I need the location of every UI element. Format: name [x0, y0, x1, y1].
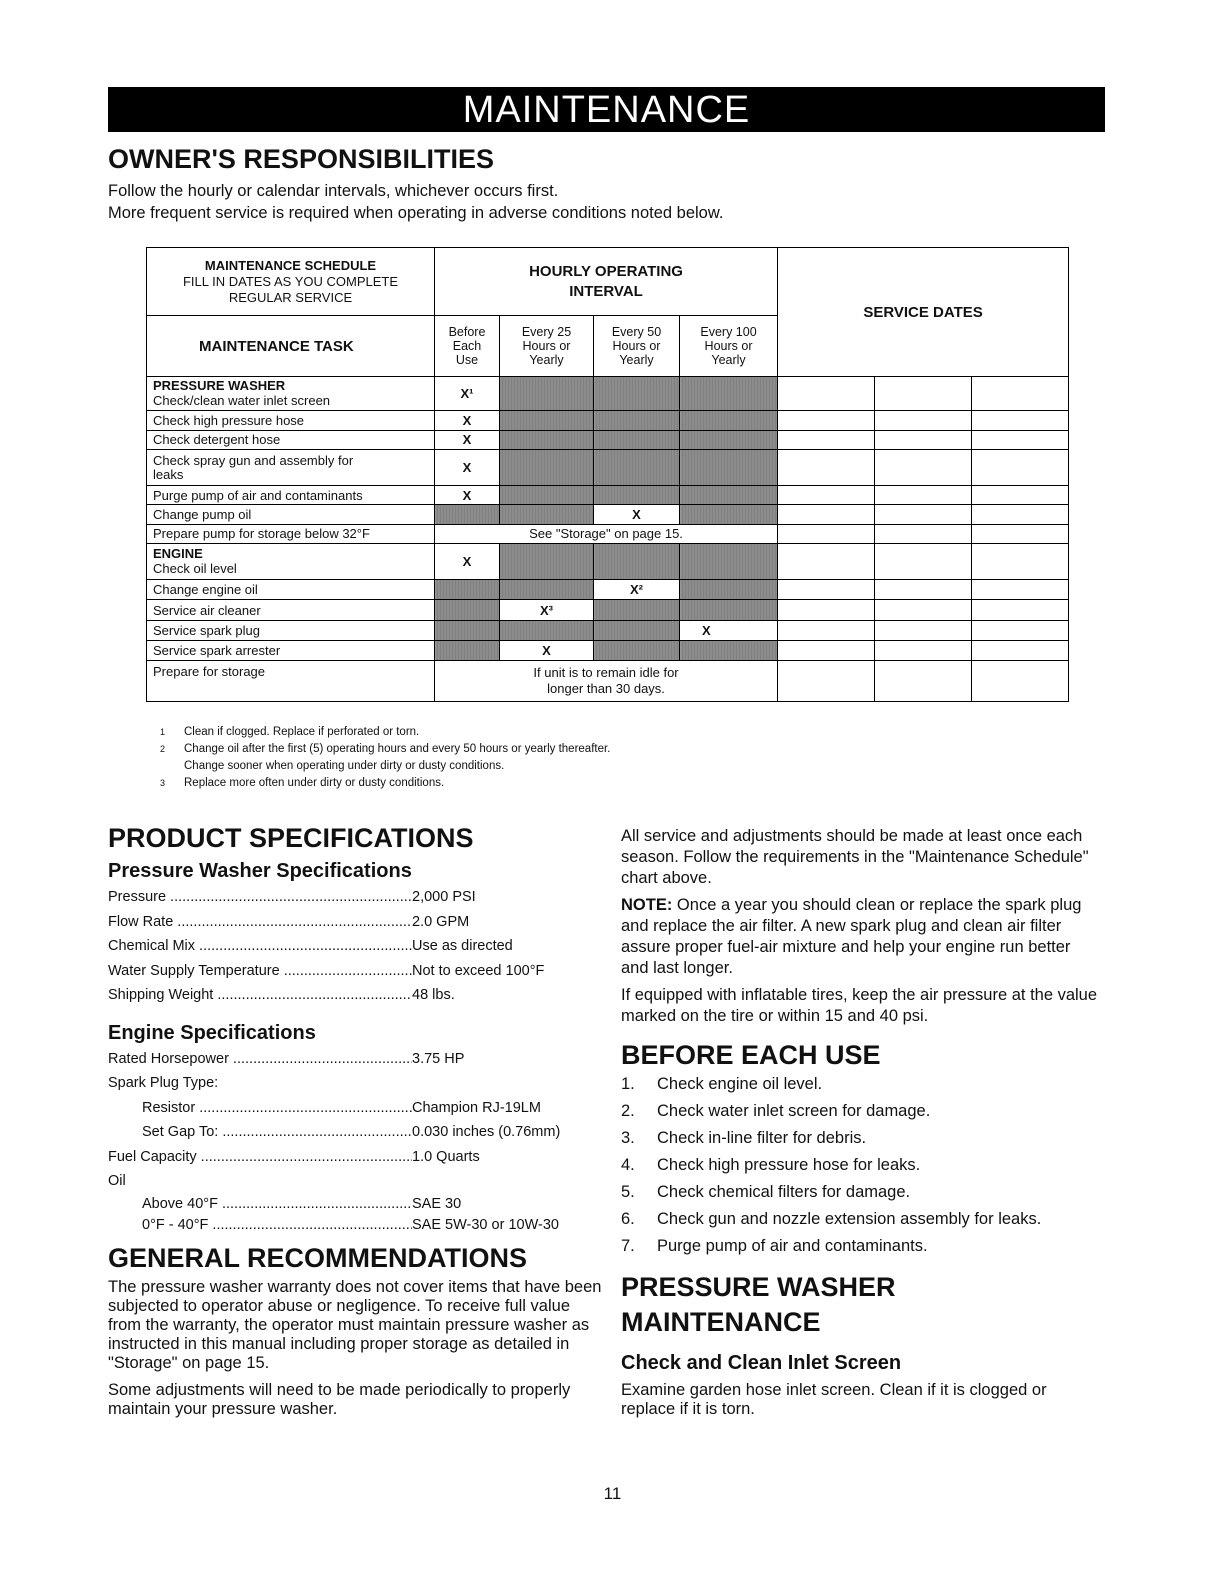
shaded-cell: [500, 449, 594, 485]
task-mark: X¹: [435, 377, 500, 411]
service-date-cell[interactable]: [778, 449, 875, 485]
list-item: 6. Check gun and nozzle extension assembly for leaks.: [621, 1210, 1042, 1228]
inlet-screen-text: Examine garden hose inlet screen. Clean if it is clogged or replace if it is torn.: [621, 1381, 1047, 1418]
task-cell: Service spark plug: [147, 620, 435, 640]
shaded-cell: [500, 377, 594, 411]
service-date-cell[interactable]: [778, 543, 875, 579]
service-date-cell[interactable]: [778, 661, 875, 702]
service-date-cell[interactable]: [972, 430, 1069, 449]
service-date-cell[interactable]: [778, 411, 875, 430]
list-item: 7. Purge pump of air and contaminants.: [621, 1237, 928, 1255]
table-row: [147, 661, 1069, 702]
general-recommendations-heading: GENERAL RECOMMENDATIONS: [108, 1242, 528, 1273]
service-date-cell[interactable]: [875, 640, 972, 660]
service-date-cell[interactable]: [778, 640, 875, 660]
section-banner: MAINTENANCE: [108, 87, 1105, 132]
maintenance-schedule-table: [146, 247, 1069, 702]
task-mark: X: [435, 411, 500, 430]
interval-before-each-use: Before Each Use: [435, 316, 500, 377]
pressure-washer-specs-heading: Pressure Washer Specifications: [108, 860, 412, 882]
general-paragraph-2: Some adjustments will need to be made periodically to properly maintain your pressure washer.: [108, 1380, 571, 1418]
spec-row: Resistor ..... Champion RJ-19LM: [108, 1096, 603, 1121]
service-date-cell[interactable]: [875, 580, 972, 600]
shaded-cell: [594, 600, 680, 620]
shaded-cell: [680, 580, 778, 600]
list-item: 5. Check chemical filters for damage.: [621, 1183, 911, 1201]
spec-row: Set Gap To: ..... 0.030 inches (0.76mm): [108, 1120, 603, 1145]
interval-every-100: Every 100 Hours or Yearly: [680, 316, 778, 377]
table-row: [147, 600, 1069, 620]
task-mark: X: [594, 505, 680, 524]
product-specifications-heading: PRODUCT SPECIFICATIONS: [108, 823, 474, 853]
pressure-washer-specs: [108, 885, 603, 1008]
spec-row: Chemical Mix ..... Use as directed: [108, 934, 603, 959]
service-date-cell[interactable]: [972, 449, 1069, 485]
list-item: 3. Check in-line filter for debris.: [621, 1129, 867, 1147]
service-date-cell[interactable]: [875, 543, 972, 579]
task-mark: X: [435, 486, 500, 505]
table-row: [147, 430, 1069, 449]
task-mark: X: [435, 449, 500, 485]
table-row: [147, 524, 1069, 543]
service-date-cell[interactable]: [972, 411, 1069, 430]
before-each-use-heading: BEFORE EACH USE: [621, 1040, 881, 1070]
engine-specs-heading: Engine Specifications: [108, 1021, 316, 1044]
task-cell: PRESSURE WASHER Check/clean water inlet screen: [147, 377, 435, 411]
service-date-cell[interactable]: [875, 449, 972, 485]
list-item: 1. Check engine oil level.: [621, 1075, 823, 1093]
task-cell: Prepare pump for storage below 32°F: [147, 524, 435, 543]
service-date-cell[interactable]: [972, 486, 1069, 505]
footnote: 1 Clean if clogged. Replace if perforated or torn.: [160, 726, 420, 738]
service-date-cell[interactable]: [972, 505, 1069, 524]
shaded-cell: [680, 600, 778, 620]
table-footnotes: [160, 724, 610, 792]
shaded-cell: [680, 640, 778, 660]
service-date-cell[interactable]: [778, 600, 875, 620]
table-row: [147, 449, 1069, 485]
table-row: [147, 486, 1069, 505]
shaded-cell: [680, 505, 778, 524]
hourly-interval-header: HOURLY OPERATING INTERVAL: [435, 248, 778, 316]
service-date-cell[interactable]: [972, 543, 1069, 579]
spec-row: Above 40°F ..... SAE 30: [108, 1194, 603, 1215]
intro-line-1: Follow the hourly or calendar intervals, whichever occurs first.: [108, 182, 559, 200]
task-cell: Change engine oil: [147, 580, 435, 600]
footnote: Change sooner when operating under dirty or dusty conditions.: [184, 760, 505, 772]
task-cell: Purge pump of air and contaminants: [147, 486, 435, 505]
table-row: [147, 411, 1069, 430]
table-row: [147, 620, 1069, 640]
table-row: [147, 377, 1069, 411]
spec-row: Fuel Capacity ..... 1.0 Quarts: [108, 1145, 603, 1170]
service-date-cell[interactable]: [972, 620, 1069, 640]
service-date-cell[interactable]: [778, 524, 875, 543]
maintenance-task-header: MAINTENANCE TASK: [147, 316, 435, 377]
table-row: [147, 580, 1069, 600]
task-cell: Service air cleaner: [147, 600, 435, 620]
right-column: [621, 826, 1101, 1419]
shaded-cell: [435, 640, 500, 660]
list-item: 4. Check high pressure hose for leaks.: [621, 1156, 921, 1174]
shaded-cell: [435, 580, 500, 600]
task-mark: X: [435, 430, 500, 449]
service-date-cell[interactable]: [972, 600, 1069, 620]
interval-every-50: Every 50 Hours or Yearly: [594, 316, 680, 377]
spec-row: Oil: [108, 1173, 126, 1189]
service-date-cell[interactable]: [778, 620, 875, 640]
intro-line-2: More frequent service is required when operating in adverse conditions noted below.: [108, 204, 724, 222]
pressure-washer-maintenance-heading: PRESSURE WASHER MAINTENANCE: [621, 1272, 896, 1337]
task-mark: X²: [594, 580, 680, 600]
page-number: 11: [603, 1484, 622, 1503]
note-paragraph: NOTE: Once a year you should clean or replace the spark plug and replace the air filter. A new spark plug and clean air filter assure proper fuel-air mixture and help your engine run better and last longer.: [621, 896, 1082, 977]
shaded-cell: [680, 411, 778, 430]
spec-row: Flow Rate ..... 2.0 GPM: [108, 910, 603, 935]
task-cell: Service spark arrester: [147, 640, 435, 660]
service-date-cell[interactable]: [778, 580, 875, 600]
spec-row: Spark Plug Type:: [108, 1075, 219, 1091]
intro-text: [108, 180, 723, 224]
service-date-cell[interactable]: [778, 505, 875, 524]
shaded-cell: [594, 486, 680, 505]
interval-every-25: Every 25 Hours or Yearly: [500, 316, 594, 377]
table-row: [147, 543, 1069, 579]
shaded-cell: [500, 580, 594, 600]
shaded-cell: [594, 411, 680, 430]
shaded-cell: [435, 620, 500, 640]
spec-row: Rated Horsepower ..... 3.75 HP: [108, 1047, 603, 1072]
table-row: [147, 505, 1069, 524]
task-note: If unit is to remain idle for longer than 30 days.: [435, 661, 778, 702]
task-mark: X: [680, 620, 778, 640]
spec-row: Pressure ..... 2,000 PSI: [108, 885, 603, 910]
service-date-cell[interactable]: [972, 580, 1069, 600]
left-column: [108, 822, 603, 1419]
task-cell: Check spray gun and assembly for leaks: [147, 449, 435, 485]
shaded-cell: [680, 543, 778, 579]
service-date-cell[interactable]: [875, 505, 972, 524]
service-date-cell[interactable]: [875, 600, 972, 620]
spec-row: 0°F - 40°F ..... SAE 5W-30 or 10W-30: [108, 1215, 603, 1236]
shaded-cell: [680, 449, 778, 485]
service-date-cell[interactable]: [875, 661, 972, 702]
shaded-cell: [680, 430, 778, 449]
shaded-cell: [594, 430, 680, 449]
shaded-cell: [594, 543, 680, 579]
shaded-cell: [680, 377, 778, 411]
shaded-cell: [500, 430, 594, 449]
shaded-cell: [435, 600, 500, 620]
inlet-screen-heading: Check and Clean Inlet Screen: [621, 1352, 902, 1374]
task-cell: Check detergent hose: [147, 430, 435, 449]
shaded-cell: [680, 486, 778, 505]
service-date-cell[interactable]: [778, 430, 875, 449]
spec-row: Water Supply Temperature ..... Not to exceed 100°F: [108, 959, 603, 984]
tires-paragraph: If equipped with inflatable tires, keep the air pressure at the value marked on the tire or within 15 and 40 psi.: [621, 986, 1098, 1025]
table-row: [147, 640, 1069, 660]
service-date-cell[interactable]: [875, 486, 972, 505]
owners-responsibilities-heading: OWNER'S RESPONSIBILITIES: [108, 144, 494, 174]
task-cell: Change pump oil: [147, 505, 435, 524]
task-note: See "Storage" on page 15.: [435, 524, 778, 543]
shaded-cell: [594, 377, 680, 411]
general-paragraph-1: The pressure washer warranty does not cover items that have been subjected to operator abuse or negligence. To receive full value from the warranty, the operator must maintain pressure washer as instructed in this manual including proper storage as detailed in "Storage" on page 15.: [108, 1277, 602, 1372]
service-date-cell[interactable]: [875, 524, 972, 543]
task-mark: X: [500, 640, 594, 660]
service-dates-header: SERVICE DATES: [778, 248, 1069, 377]
list-item: 2. Check water inlet screen for damage.: [621, 1102, 931, 1120]
shaded-cell: [594, 620, 680, 640]
service-date-cell[interactable]: [972, 524, 1069, 543]
service-date-cell[interactable]: [778, 486, 875, 505]
shaded-cell: [594, 640, 680, 660]
task-cell: ENGINE Check oil level: [147, 543, 435, 579]
service-paragraph: All service and adjustments should be made at least once each season. Follow the requirements in the "Maintenance Schedule" chart above.: [621, 827, 1089, 887]
shaded-cell: [435, 505, 500, 524]
service-date-cell[interactable]: [875, 411, 972, 430]
shaded-cell: [500, 411, 594, 430]
service-date-cell[interactable]: [972, 377, 1069, 411]
task-cell: Check high pressure hose: [147, 411, 435, 430]
service-date-cell[interactable]: [778, 377, 875, 411]
shaded-cell: [500, 486, 594, 505]
shaded-cell: [500, 505, 594, 524]
shaded-cell: [594, 449, 680, 485]
service-date-cell[interactable]: [875, 620, 972, 640]
footnote: 3 Replace more often under dirty or dusty conditions.: [160, 777, 445, 789]
service-date-cell[interactable]: [972, 661, 1069, 702]
spec-row: Shipping Weight ..... 48 lbs.: [108, 983, 603, 1008]
footnote: 2 Change oil after the first (5) operating hours and every 50 hours or yearly thereafter.: [160, 743, 611, 755]
shaded-cell: [500, 543, 594, 579]
service-date-cell[interactable]: [972, 640, 1069, 660]
service-date-cell[interactable]: [875, 430, 972, 449]
before-each-use-list: [621, 1071, 1101, 1260]
task-cell: Prepare for storage: [147, 661, 435, 702]
engine-specs: [108, 1047, 603, 1236]
shaded-cell: [500, 620, 594, 640]
task-mark: X: [435, 543, 500, 579]
schedule-header: MAINTENANCE SCHEDULE FILL IN DATES AS YOU COMPLETE REGULAR SERVICE: [147, 248, 435, 316]
service-date-cell[interactable]: [875, 377, 972, 411]
task-mark: X³: [500, 600, 594, 620]
